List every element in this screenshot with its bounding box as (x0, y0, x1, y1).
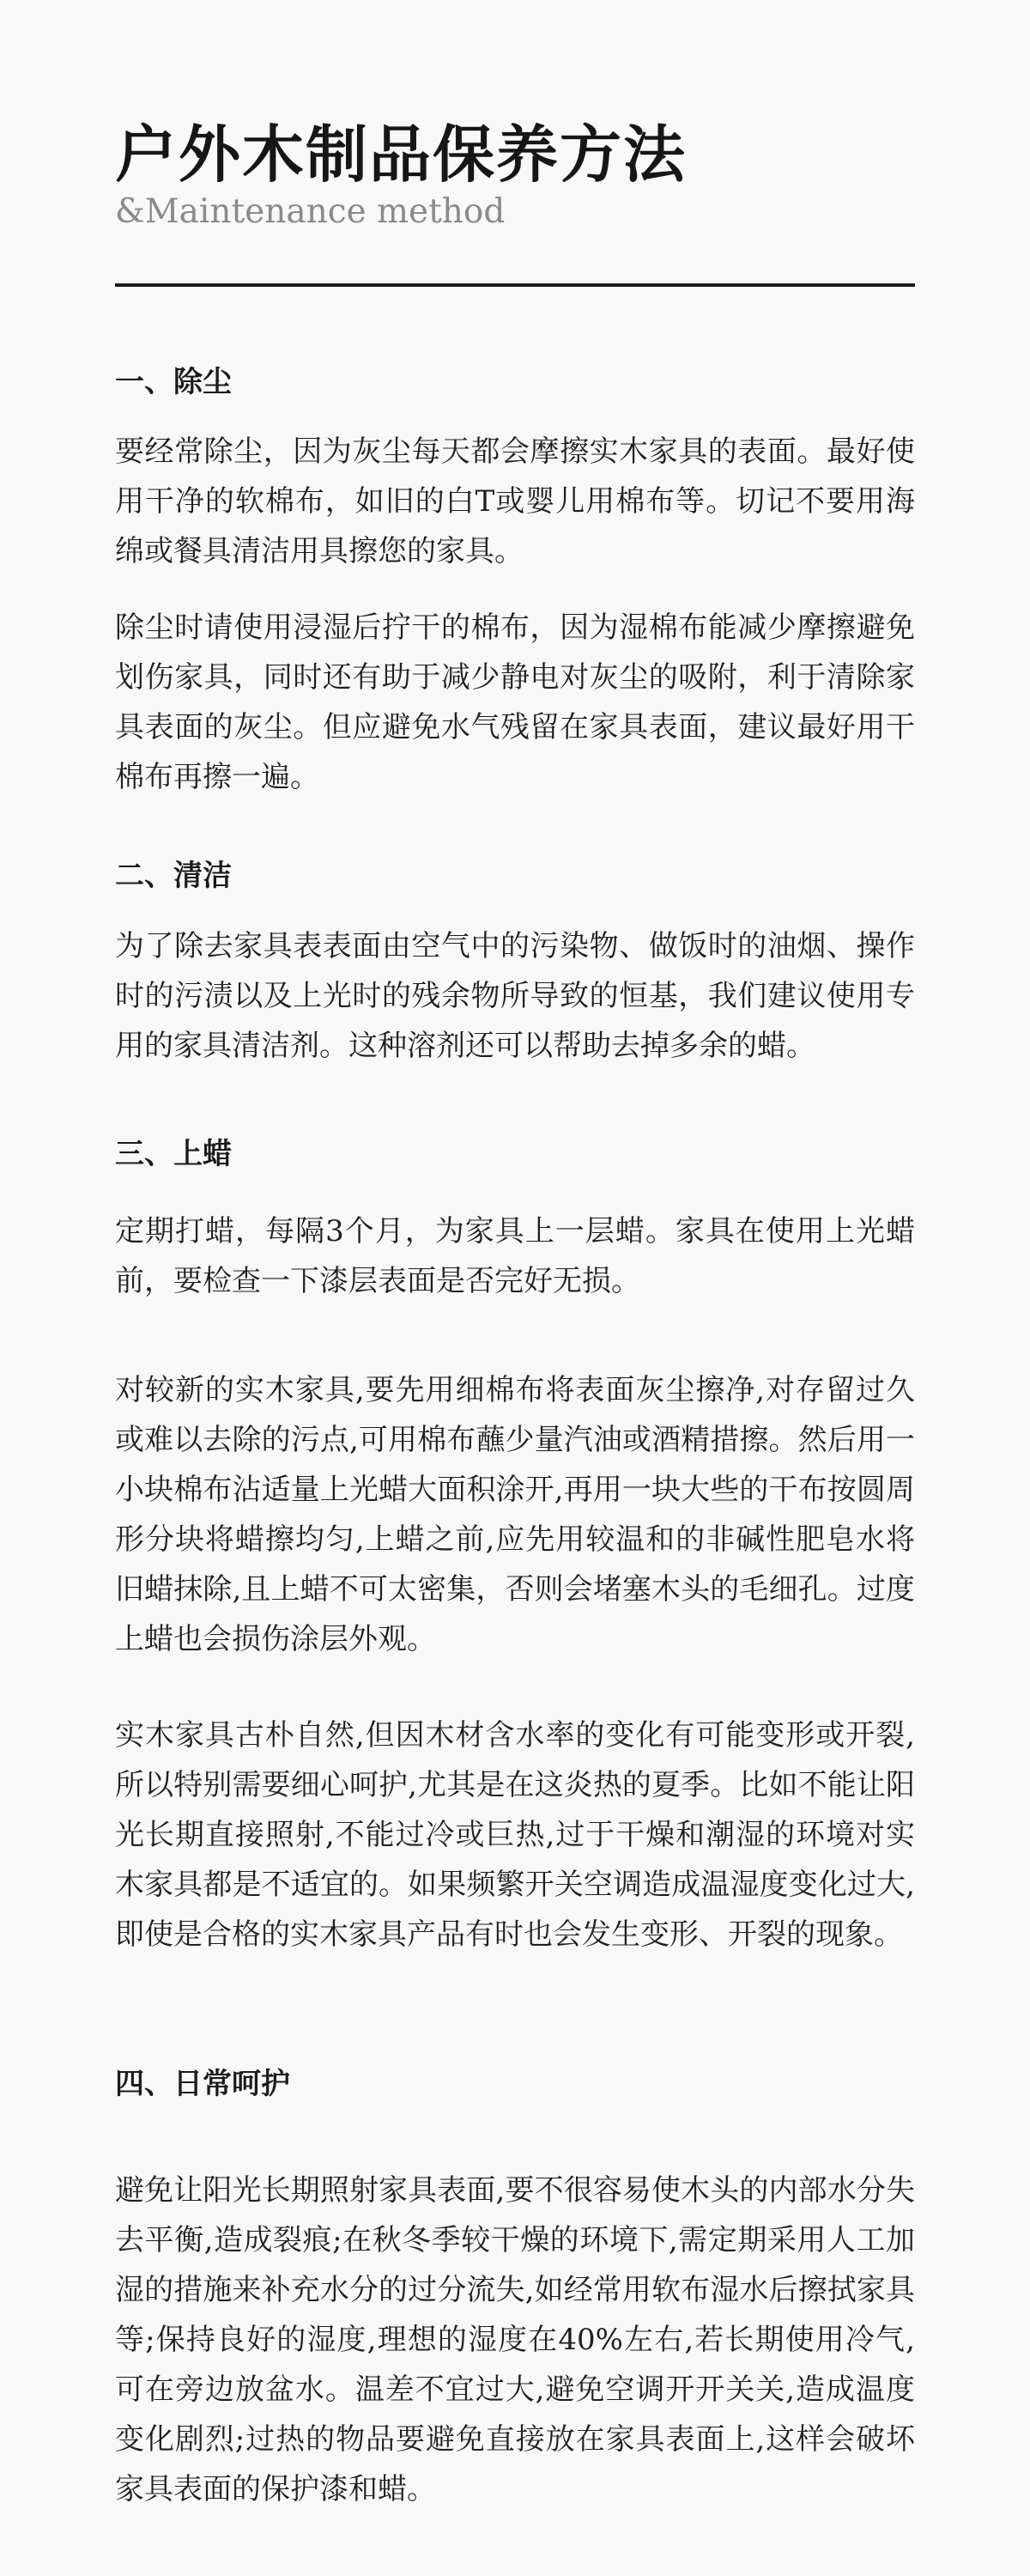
section-heading-clean: 二、清洁 (115, 859, 232, 893)
section-dust-paragraph-1: 要经常除尘，因为灰尘每天都会摩擦实木家具的表面。最好使用干净的软棉布，如旧的白T或婴儿用棉布等。切记不要用海绵或餐具清洁用具擦您的家具。 (115, 434, 915, 568)
section-wax-paragraph-1: 定期打蜡，每隔3个月，为家具上一层蜡。家具在使用上光蜡前，要检查一下漆层表面是否完好无损。 (115, 1214, 915, 1298)
section-dust-paragraph-2: 除尘时请使用浸湿后拧干的棉布，因为湿棉布能减少摩擦避免划伤家具，同时还有助于减少静电对灰尘的吸附，利于清除家具表面的灰尘。但应避免水气残留在家具表面，建议最好用干棉布再擦一遍。 (115, 611, 915, 794)
section-care-paragraph-1: 避免让阳光长期照射家具表面,要不很容易使木头的内部水分失去平衡,造成裂痕;在秋冬季较干燥的环境下,需定期采用人工加湿的措施来补充水分的过分流失,如经常用软布湿水后擦拭家具等;保持良好的湿度,理想的湿度在40%左右,若长期使用冷气,可在旁边放盆水。温差不宜过大,避免空调开开关关,造成温度变化剧烈;过热的物品要避免直接放在家具表面上,这样会破坏家具表面的保护漆和蜡。 (115, 2173, 915, 2506)
page-subtitle: &Maintenance method (115, 192, 506, 231)
title-divider (115, 283, 915, 287)
page-title: 户外木制品保养方法 (115, 118, 688, 191)
section-wax-paragraph-3: 实木家具古朴自然,但因木材含水率的变化有可能变形或开裂,所以特别需要细心呵护,尤其是在这炎热的夏季。比如不能让阳光长期直接照射,不能过冷或巨热,过于干燥和潮湿的环境对实木家具都是不适宜的。如果频繁开关空调造成温湿度变化过大,即使是合格的实木家具产品有时也会发生变形、开裂的现象。 (115, 1718, 915, 1952)
section-clean-paragraph-1: 为了除去家具表表面由空气中的污染物、做饭时的油烟、操作时的污渍以及上光时的残余物所导致的恒基，我们建议使用专用的家具清洁剂。这种溶剂还可以帮助去掉多余的蜡。 (115, 929, 915, 1063)
section-heading-dust: 一、除尘 (115, 365, 232, 399)
section-heading-wax: 三、上蜡 (115, 1137, 232, 1171)
section-heading-care: 四、日常呵护 (115, 2067, 290, 2101)
section-wax-paragraph-2: 对较新的实木家具,要先用细棉布将表面灰尘擦净,对存留过久或难以去除的污点,可用棉布蘸少量汽油或酒精措擦。然后用一小块棉布沾适量上光蜡大面积涂开,再用一块大些的干布按圆周形分块将蜡擦均匀,上蜡之前,应先用较温和的非碱性肥皂水将旧蜡抹除,且上蜡不可太密集，否则会堵塞木头的毛细孔。过度上蜡也会损伤涂层外观。 (115, 1373, 915, 1656)
